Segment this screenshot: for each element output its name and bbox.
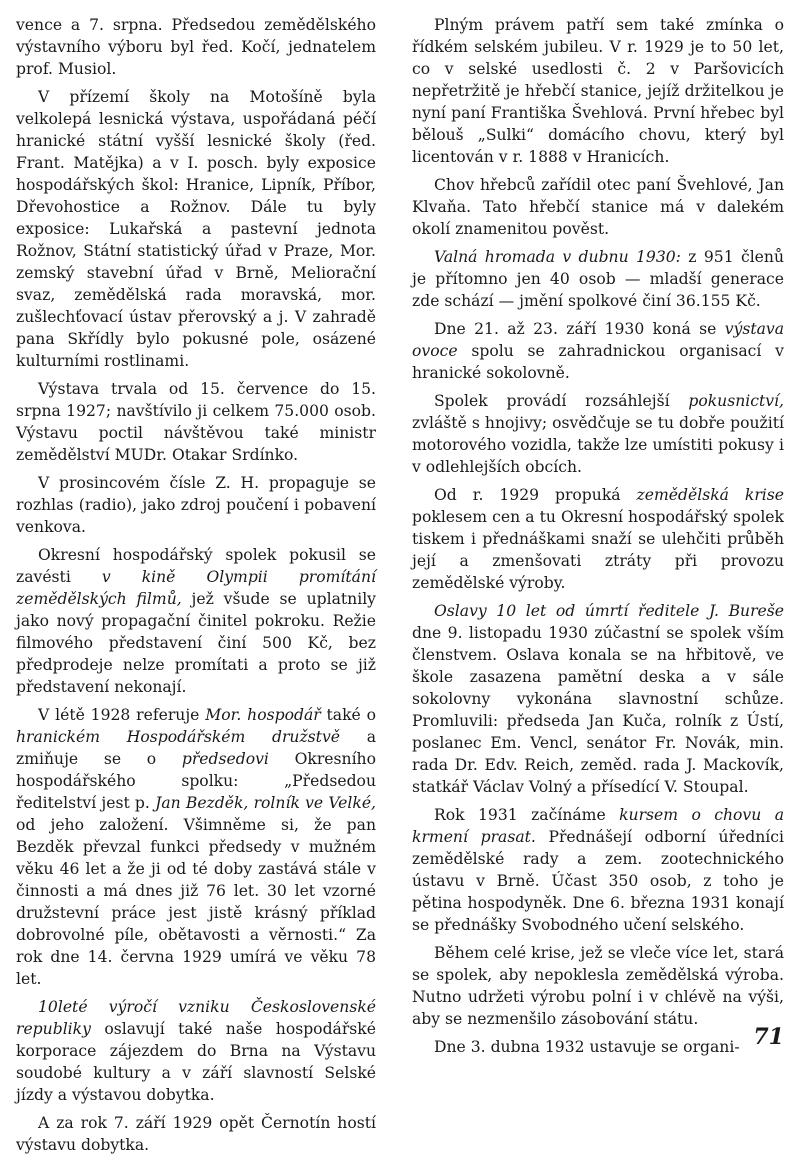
emphasis-text: v kině Olympii promítání zemědělských filmů,	[16, 568, 377, 608]
right-column	[412, 14, 784, 1064]
emphasis-text: předsedovi	[181, 750, 269, 768]
text-run: Okresního hospodářského spolku: „Předsedou ředitelství jest p.	[16, 750, 376, 812]
text-run: Chov hřebců zařídil otec paní Švehlové, Jan Klvaňa. Tato hřebčí stanice má v dalekém okolí znamenitou pověst.	[412, 176, 784, 238]
text-run: od jeho založení. Všimněme si, že pan Bezděk převzal funkci předsedy v mužném věku 46 let a že ji od té doby zastává stále v činnosti a má dnes již 76 let. 30 let vzorné družstevní práce jest jistě krásný příklad dobrovolné píle, obětavosti a věrnosti.“ Za rok dne 14. června 1929 umírá ve věku 78 let.	[16, 816, 376, 988]
text-run: Od r. 1929 propuká	[434, 486, 637, 504]
paragraph	[16, 14, 376, 80]
text-run: Plným právem patří sem také zmínka o řídkém selském jubileu. V r. 1929 je to 50 let, co v selské usedlosti č. 2 v Paršovicích nepřetržitě je hřebčí stanice, jejíž držitelkou je nyní paní Františka Švehlová. První hřebec byl bělouš „Sulki“ domácího chovu, který byl licentován v r. 1888 v Hranicích.	[412, 16, 784, 166]
emphasis-text: Jan Bezděk, rolník ve Velké,	[155, 794, 377, 812]
emphasis-text: hranickém Hospodářském družstvě	[16, 728, 340, 746]
paragraph	[16, 996, 376, 1106]
paragraph	[16, 472, 376, 538]
text-run: oslavují také naše hospodářské korporace zájezdem do Brna na Výstavu soudobé kultury a v září slavností Selské jízdy a výstavou dobytka.	[16, 1020, 376, 1104]
text-run: spolu se zahradnickou organisací v hranické sokolovně.	[412, 342, 784, 382]
paragraph	[412, 484, 784, 594]
text-run: z 951 členů je přítomno jen 40 osob — mladší generace zde schází — jmění spolkové činí 36.155 Kč.	[412, 248, 784, 310]
text-run: dne 9. listopadu 1930 zúčastní se spolek vším členstvem. Oslava konala se na hřbitově, ve škole zasazena pamětní deska a v sále sokolovny vykonána slavnostní schůze. Promluvili: předseda Jan Kuča, rolník z Ústí, poslanec Em. Vencl, senátor Fr. Novák, min. rada Dr. Edv. Reich, zeměd. rada J. Mackovík, statkář Václav Volný a přísedící V. Stoupal.	[412, 624, 784, 796]
paragraph	[412, 14, 784, 168]
text-run: A za rok 7. září 1929 opět Černotín hostí výstavu dobytka.	[16, 1114, 376, 1154]
emphasis-text: Oslavy 10 let od úmrtí ředitele J. Bureše	[434, 602, 784, 620]
paragraph	[412, 318, 784, 384]
paragraph	[412, 390, 784, 478]
text-run: Během celé krise, jež se vleče více let, stará se spolek, aby nepoklesla zemědělská výroba. Nutno udržeti výrobu polní i v chlévě na výši, aby se nezmenšilo zásobování státu.	[412, 944, 784, 1028]
emphasis-text: Valná hromada v dubnu 1930:	[434, 248, 681, 266]
text-run: poklesem cen a tu Okresní hospodářský spolek tiskem i přednáškami snaží se ulehčiti průběh její a zmenšovati ztráty při provozu zemědělské výroby.	[412, 508, 784, 592]
left-column	[16, 14, 376, 1162]
emphasis-text: 10leté výročí vzniku Československé republiky	[16, 998, 376, 1038]
emphasis-text: pokusnictví,	[688, 392, 784, 410]
paragraph	[16, 1112, 376, 1156]
paragraph	[412, 246, 784, 312]
paragraph	[16, 704, 376, 990]
emphasis-text: kursem o chovu a krmení prasat.	[412, 806, 784, 846]
emphasis-text: Mor. hospodář	[205, 706, 321, 724]
text-run: a zmiňuje se o	[16, 728, 376, 768]
text-run: Přednášejí odborní úředníci zemědělské rady a zem. zootechnického ústavu v Brně. Účast 350 osob, z toho je pětina hospodyněk. Dne 6. března 1931 konají se přednášky Svobodného učení selského.	[412, 828, 784, 934]
paragraph	[412, 174, 784, 240]
text-run: Výstava trvala od 15. července do 15. srpna 1927; navštívilo ji celkem 75.000 osob. Výstavu poctil návštěvou také ministr zemědělství MUDr. Otakar Srdínko.	[16, 380, 376, 464]
text-run: V prosincovém čísle Z. H. propaguje se rozhlas (radio), jako zdroj poučení i pobavení venkova.	[16, 474, 376, 536]
emphasis-text: zemědělská krise	[636, 486, 785, 504]
text-run: jež všude se uplatnily jako nový propagační činitel pokroku. Režie filmového představení činí 500 Kč, bez předprodeje nelze promítati a proto se již představení nekonají.	[16, 590, 376, 696]
text-run: Okresní hospodářský spolek pokusil se zavésti	[16, 546, 376, 586]
text-run: zvláště s hnojivy; osvědčuje se tu dobře použití motorového vozidla, takže lze umístiti pokusy i v odlehlejších obcích.	[412, 414, 784, 476]
paragraph	[412, 942, 784, 1030]
text-run: V přízemí školy na Motošíně byla velkolepá lesnická výstava, uspořádaná péčí hranické státní vyšší lesnické školy (řed. Frant. Matějka) a v I. posch. byly exposice hospodářských škol: Hranice, Lipník, Příbor, Dřevohostice a Rožnov. Dále tu byly exposice: Lukařská a pastevní jednota Rožnov, Státní statistický úřad v Praze, Mor. zemský stavební úřad v Brně, Meliorační svaz, zemědělská rada moravská, mor. zušlechťovací ústav přerovský a j. V zahradě pana Skřídly bylo pokusné pole, osázené kulturními rostlinami.	[16, 88, 376, 370]
paragraph	[412, 600, 784, 798]
paragraph	[412, 804, 784, 936]
text-run: Rok 1931 začínáme	[434, 806, 620, 824]
text-run: Spolek provádí rozsáhlejší	[434, 392, 689, 410]
paragraph	[412, 1036, 784, 1058]
text-run: také o	[320, 706, 377, 724]
page-number: 71	[753, 1024, 784, 1050]
paragraph	[16, 378, 376, 466]
text-run: V létě 1928 referuje	[38, 706, 206, 724]
text-run: vence a 7. srpna. Předsedou zemědělského výstavního výboru byl řed. Kočí, jednatelem prof. Musiol.	[16, 16, 376, 78]
text-run: Dne 3. dubna 1932 ustavuje se organi-	[434, 1038, 740, 1056]
text-run: Dne 21. až 23. září 1930 koná se	[434, 320, 725, 338]
paragraph	[16, 544, 376, 698]
paragraph	[16, 86, 376, 372]
emphasis-text: výstava ovoce	[412, 320, 784, 360]
